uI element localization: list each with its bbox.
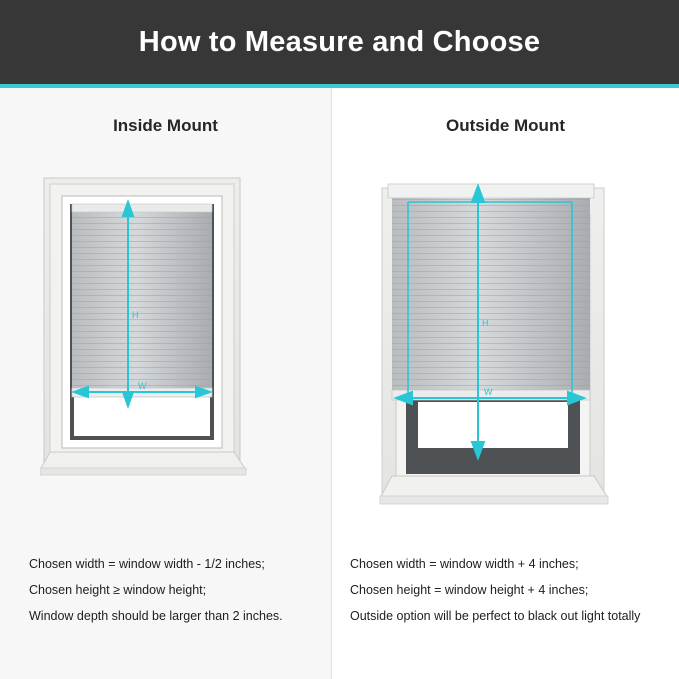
caption-line: Outside option will be perfect to black out light totally bbox=[350, 609, 641, 623]
outside-mount-illustration bbox=[374, 158, 644, 528]
caption-line: Chosen height = window height + 4 inches; bbox=[350, 583, 589, 597]
outside-width-label: W bbox=[484, 387, 493, 397]
caption-line: Chosen height ≥ window height; bbox=[29, 583, 207, 597]
caption-line: Chosen width = window width + 4 inches; bbox=[350, 557, 579, 571]
content-area bbox=[0, 88, 679, 679]
captions-outside bbox=[350, 551, 669, 629]
panel-inside-mount bbox=[0, 88, 331, 679]
captions-inside bbox=[29, 551, 313, 629]
panel-outside-mount bbox=[331, 88, 679, 679]
inside-height-label: H bbox=[132, 310, 139, 320]
page-title: How to Measure and Choose bbox=[138, 25, 541, 58]
inside-mount-illustration bbox=[40, 170, 290, 520]
caption-line: Chosen width = window width - 1/2 inches; bbox=[29, 557, 265, 571]
caption-line: Window depth should be larger than 2 inches. bbox=[29, 609, 283, 623]
inside-width-label: W bbox=[138, 381, 147, 391]
panel-title-inside: Inside Mount bbox=[113, 116, 218, 135]
outside-height-label: H bbox=[482, 318, 489, 328]
header-bar bbox=[0, 0, 679, 84]
panel-title-outside: Outside Mount bbox=[446, 116, 565, 135]
